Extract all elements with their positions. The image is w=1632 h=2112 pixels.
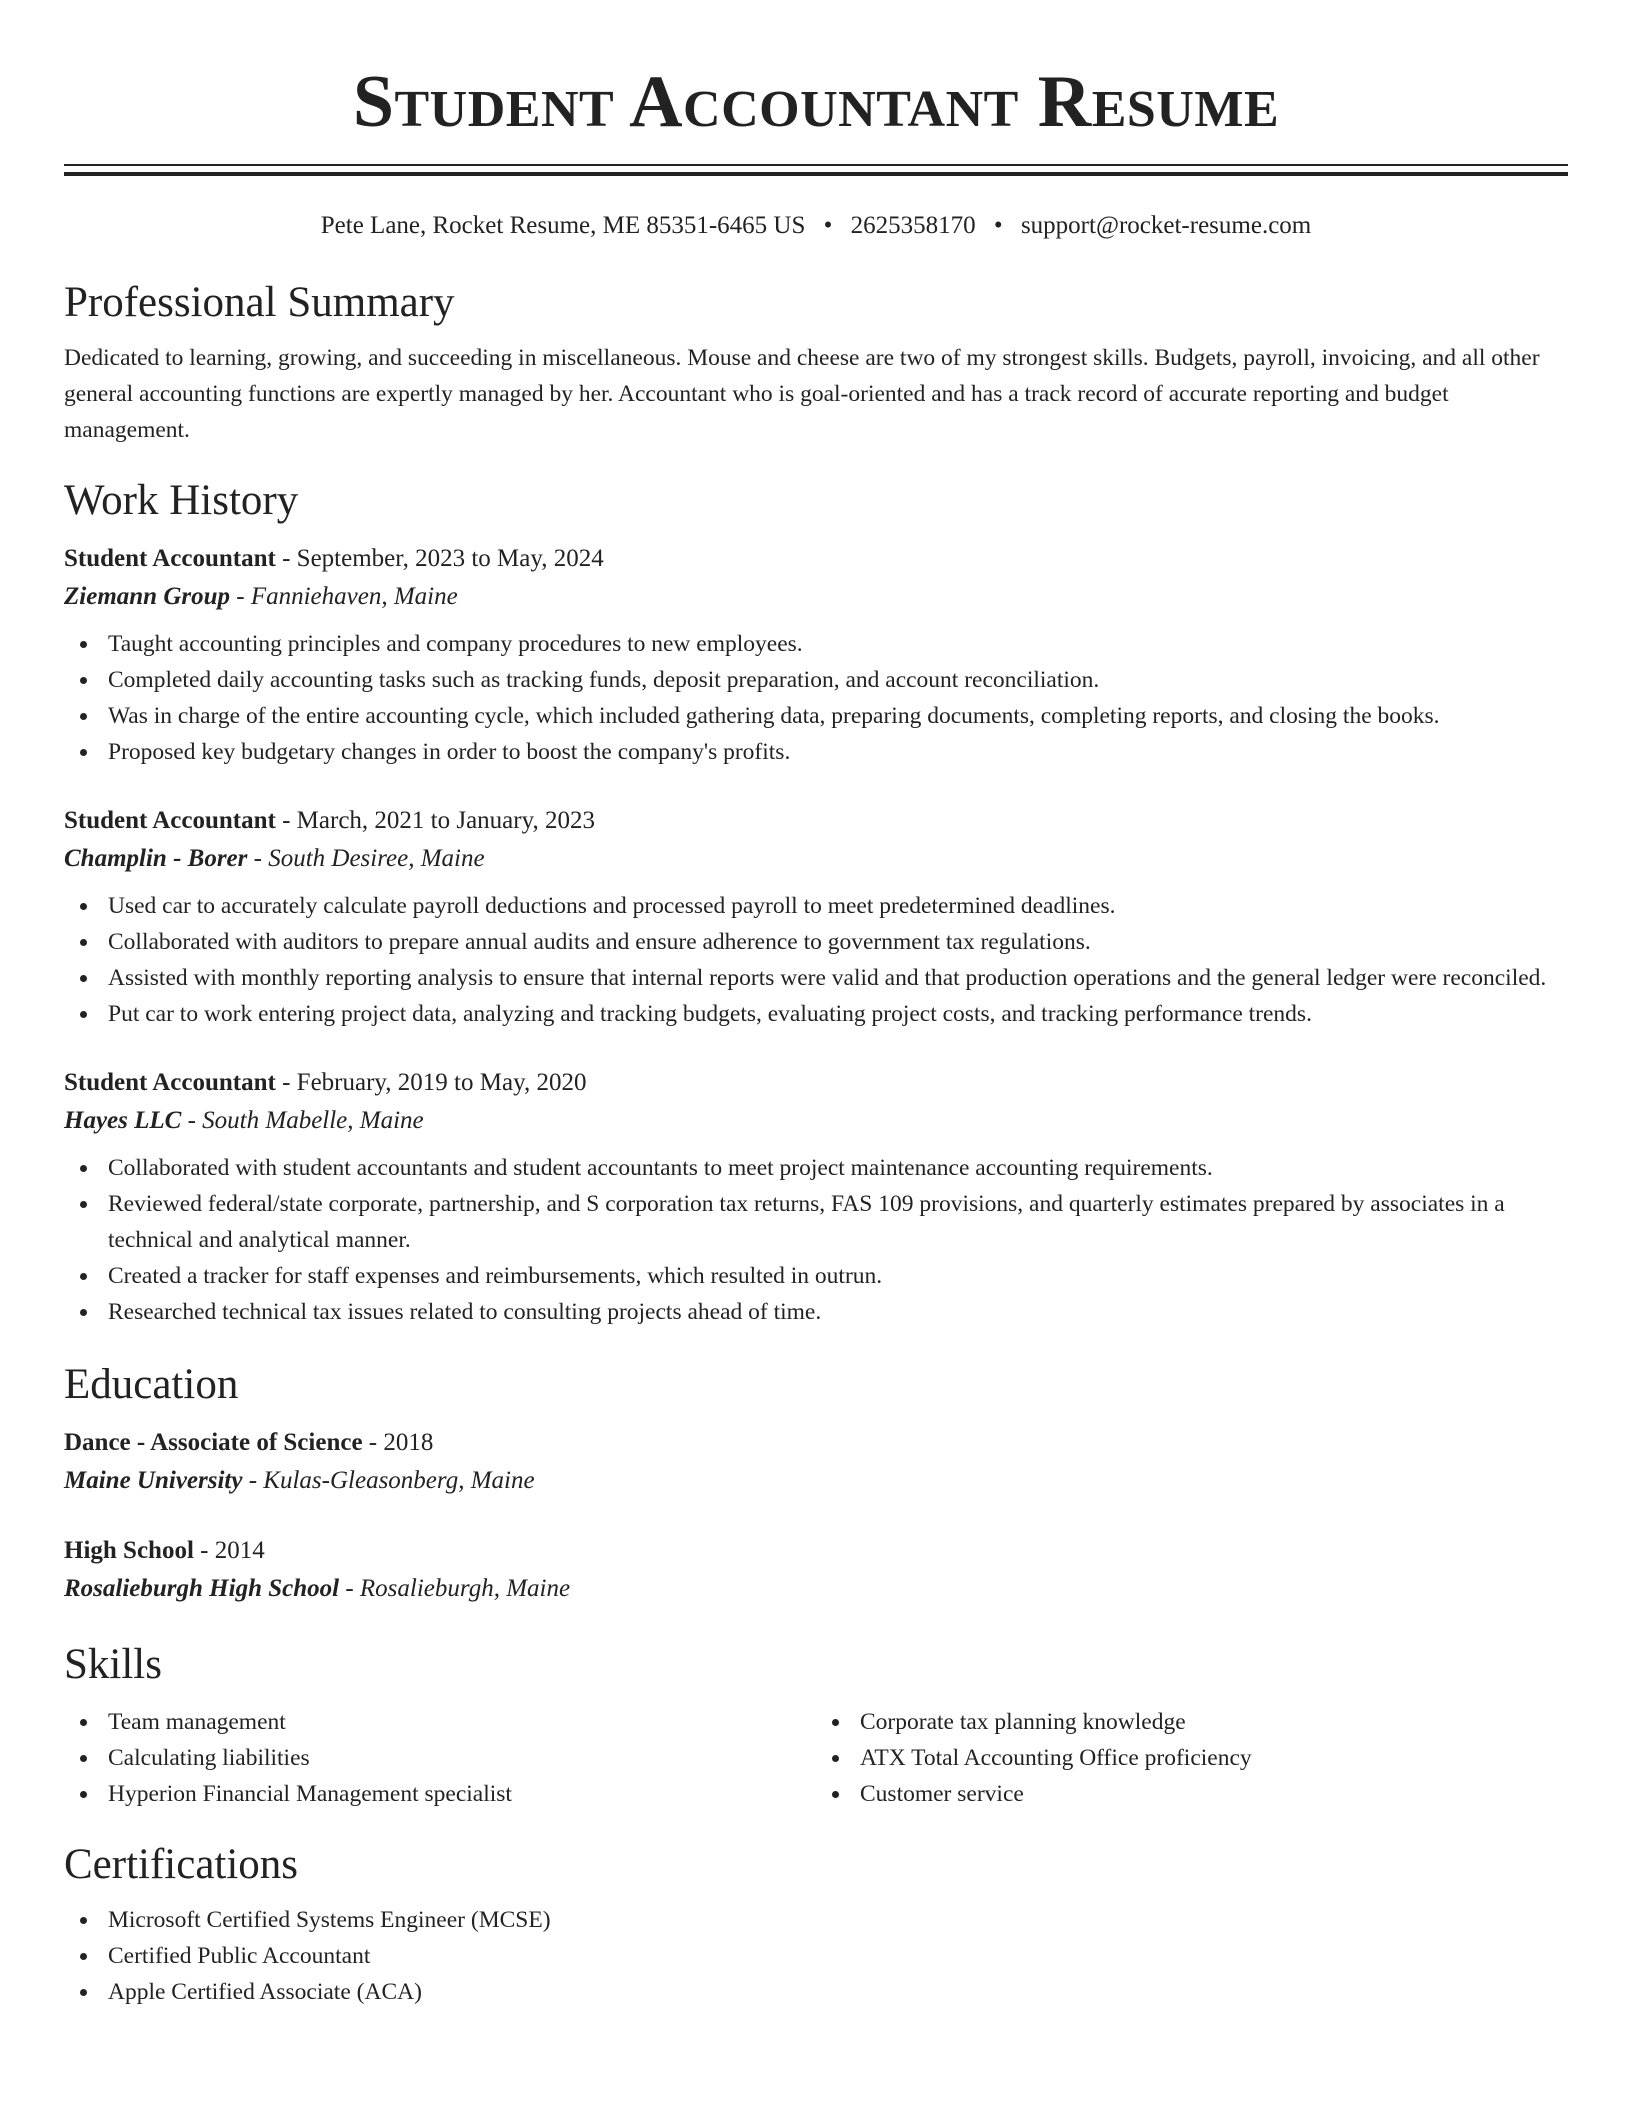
education-year: - 2018 [362, 1429, 434, 1456]
education-degree: High School [64, 1537, 194, 1564]
job-entry [64, 540, 1568, 770]
work-history-section [64, 474, 1568, 1330]
skills-column-right [816, 1704, 1568, 1812]
job-dates: - March, 2021 to January, 2023 [275, 807, 595, 834]
job-bullet-list [64, 888, 1568, 1032]
job-company-line [64, 840, 1568, 878]
certification-item: Apple Certified Associate (ACA) [64, 1974, 1568, 2010]
education-location: - Kulas-Gleasonberg, Maine [242, 1467, 535, 1494]
skills-column-left [64, 1704, 816, 1812]
job-title-line [64, 540, 1568, 578]
skill-item: Team management [64, 1704, 816, 1740]
education-heading: Education [64, 1361, 239, 1408]
job-bullet: Collaborated with auditors to prepare annual audits and ensure adherence to government tax regulations. [64, 924, 1568, 960]
job-bullet: Collaborated with student accountants and student accountants to meet project maintenance accounting requirements. [64, 1150, 1568, 1186]
contact-line [64, 210, 1568, 242]
certifications-section [64, 1838, 1568, 2010]
contact-separator: • [993, 212, 1003, 239]
job-dates: - September, 2023 to May, 2024 [275, 545, 604, 572]
certification-item: Microsoft Certified Systems Engineer (MCSE) [64, 1902, 1568, 1938]
job-bullet: Was in charge of the entire accounting cycle, which included gathering data, preparing documents, completing reports, and closing the books. [64, 698, 1568, 734]
job-company-line [64, 578, 1568, 616]
resume-title: Student Accountant Resume [352, 61, 1280, 143]
job-company: Champlin - Borer [64, 845, 248, 872]
summary-section [64, 276, 1568, 448]
job-location: - Fanniehaven, Maine [230, 583, 458, 610]
job-entry [64, 802, 1568, 1032]
certifications-heading: Certifications [64, 1841, 299, 1888]
work-history-heading: Work History [64, 477, 299, 524]
certifications-list [64, 1902, 1568, 2010]
education-degree: Dance - Associate of Science [64, 1429, 363, 1456]
job-entry [64, 1064, 1568, 1330]
job-bullet-list [64, 1150, 1568, 1330]
skills-list [64, 1704, 816, 1812]
job-bullet: Used car to accurately calculate payroll deductions and processed payroll to meet predetermined deadlines. [64, 888, 1568, 924]
contact-email: support@rocket-resume.com [1020, 212, 1312, 239]
job-bullet: Put car to work entering project data, analyzing and tracking budgets, evaluating project costs, and tracking performance trends. [64, 996, 1568, 1032]
skills-list [816, 1704, 1568, 1812]
education-entry [64, 1532, 1568, 1608]
summary-heading: Professional Summary [64, 279, 455, 326]
contact-separator: • [823, 212, 833, 239]
title-divider [64, 164, 1568, 176]
skill-item: Corporate tax planning knowledge [816, 1704, 1568, 1740]
job-company-line [64, 1102, 1568, 1140]
education-school-line [64, 1462, 1568, 1500]
skill-item: Customer service [816, 1776, 1568, 1812]
job-title: Student Accountant [64, 545, 276, 572]
job-bullet: Completed daily accounting tasks such as tracking funds, deposit preparation, and account reconciliation. [64, 662, 1568, 698]
job-dates: - February, 2019 to May, 2020 [275, 1069, 587, 1096]
job-title: Student Accountant [64, 807, 276, 834]
skill-item: Hyperion Financial Management specialist [64, 1776, 816, 1812]
skill-item: Calculating liabilities [64, 1740, 816, 1776]
job-bullet-list [64, 626, 1568, 770]
job-company: Hayes LLC [64, 1107, 182, 1134]
job-location: - South Desiree, Maine [247, 845, 485, 872]
contact-phone: 2625358170 [850, 212, 976, 239]
education-degree-line [64, 1424, 1568, 1462]
skills-section [64, 1638, 1568, 1812]
education-school: Rosalieburgh High School [64, 1575, 340, 1602]
job-bullet: Assisted with monthly reporting analysis to ensure that internal reports were valid and that production operations and the general ledger were reconciled. [64, 960, 1568, 996]
job-title: Student Accountant [64, 1069, 276, 1096]
job-bullet: Created a tracker for staff expenses and reimbursements, which resulted in outrun. [64, 1258, 1568, 1294]
certification-item: Certified Public Accountant [64, 1938, 1568, 1974]
job-location: - South Mabelle, Maine [181, 1107, 424, 1134]
job-bullet: Proposed key budgetary changes in order to boost the company's profits. [64, 734, 1568, 770]
job-bullet: Reviewed federal/state corporate, partnership, and S corporation tax returns, FAS 109 provisions, and quarterly estimates prepared by associates in a technical and analytical manner. [64, 1186, 1568, 1258]
education-school-line [64, 1570, 1568, 1608]
contact-address: Pete Lane, Rocket Resume, ME 85351-6465 US [320, 212, 806, 239]
education-location: - Rosalieburgh, Maine [339, 1575, 571, 1602]
skills-heading: Skills [64, 1641, 162, 1688]
job-bullet: Taught accounting principles and company procedures to new employees. [64, 626, 1568, 662]
summary-text: Dedicated to learning, growing, and succeeding in miscellaneous. Mouse and cheese are two of my strongest skills. Budgets, payroll, invoicing, and all other general accounting functions are expertly managed by her. Accountant who is goal-oriented and has a track record of accurate reporting and budget management. [64, 345, 1540, 443]
job-company: Ziemann Group [64, 583, 231, 610]
education-school: Maine University [64, 1467, 243, 1494]
education-degree-line [64, 1532, 1568, 1570]
skills-grid [64, 1704, 1568, 1812]
education-year: - 2014 [193, 1537, 265, 1564]
job-title-line [64, 802, 1568, 840]
job-title-line [64, 1064, 1568, 1102]
job-bullet: Researched technical tax issues related to consulting projects ahead of time. [64, 1294, 1568, 1330]
skill-item: ATX Total Accounting Office proficiency [816, 1740, 1568, 1776]
education-section [64, 1358, 1568, 1608]
education-entry [64, 1424, 1568, 1500]
